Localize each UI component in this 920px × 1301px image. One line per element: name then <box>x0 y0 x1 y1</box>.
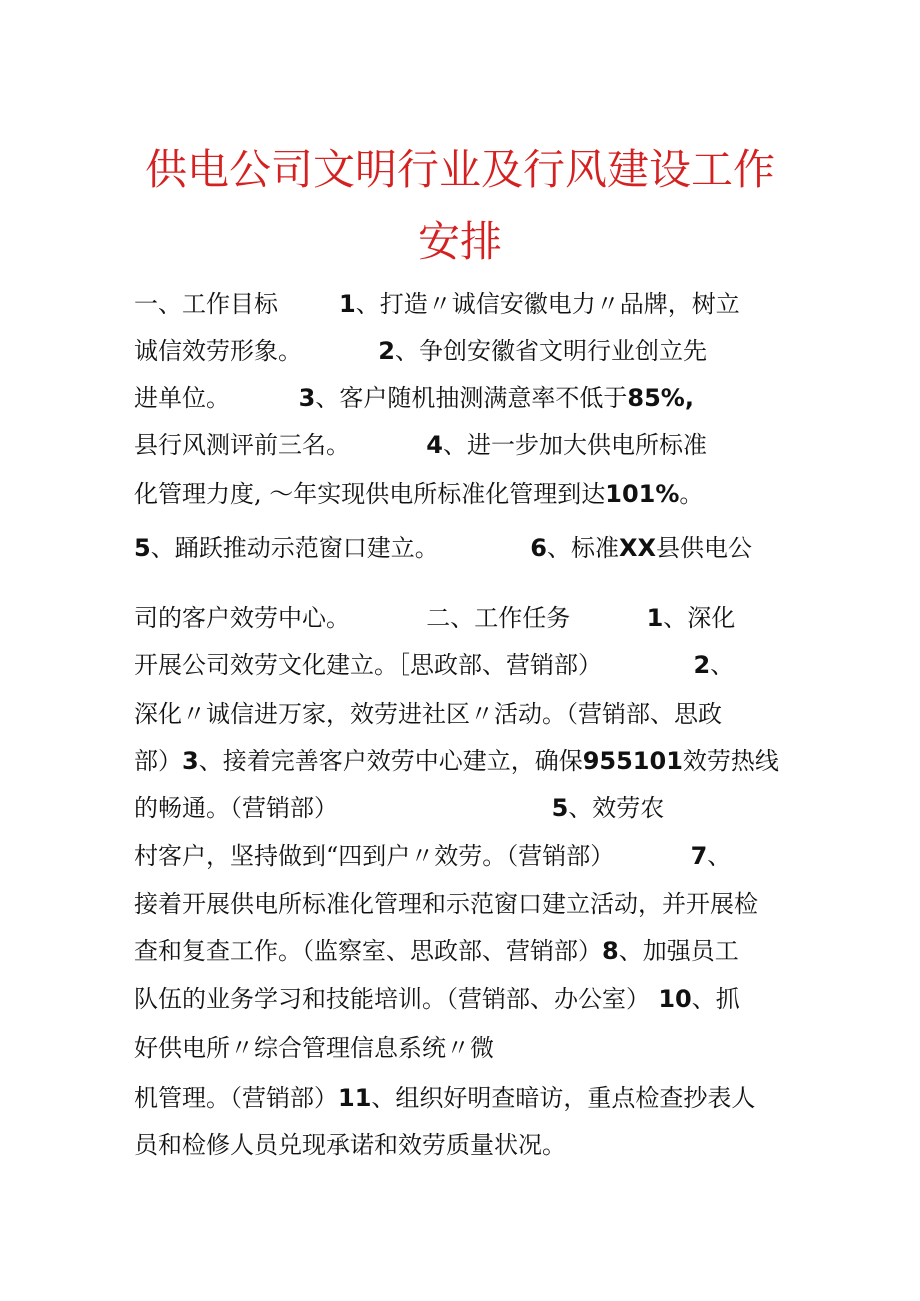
text-segment <box>302 337 378 365</box>
text-segment: 、效劳农 <box>568 794 665 822</box>
item-number: 3 <box>182 747 199 775</box>
text-segment <box>570 604 646 632</box>
item-number: 1 <box>646 604 664 632</box>
text-segment: 好供电所〃综合管理信息系统〃微 <box>134 1034 494 1062</box>
text-segment: 员和检修人员兑现承诺和效劳质量状况。 <box>134 1131 566 1159</box>
body-line <box>134 287 740 321</box>
body-line <box>134 601 735 635</box>
text-segment: 、进一步加大供电所标准 <box>443 431 707 459</box>
text-segment: 开展公司效劳文化建立。［思政部、营销部） <box>134 651 602 679</box>
percent-value: 101% <box>605 480 680 508</box>
text-segment: 队伍的业务学习和技能培训。（营销部、办公室） <box>134 985 650 1013</box>
text-segment: 一、工作目标 <box>134 290 278 318</box>
text-segment <box>614 842 690 870</box>
text-segment <box>338 794 552 822</box>
text-segment: 、 <box>710 651 735 679</box>
body-line <box>134 1128 566 1162</box>
text-segment <box>230 384 299 412</box>
placeholder-code: XX <box>618 534 656 562</box>
text-segment: 、踊跃推动示范窗口建立。 <box>150 534 439 562</box>
text-segment: 接着开展供电所标准化管理和示范窗口建立活动，并开展检 <box>134 890 758 918</box>
text-segment: 、深化 <box>663 604 736 632</box>
hotline-number: 955101 <box>582 747 683 775</box>
text-segment <box>350 431 426 459</box>
text-segment: 、 <box>707 842 732 870</box>
text-segment: 司的客户效劳中心。 <box>134 604 350 632</box>
text-segment: 诚信效劳形象。 <box>134 337 302 365</box>
body-line <box>134 744 779 778</box>
text-segment: 查和复查工作。（监察室、思政部、营销部） <box>134 937 602 965</box>
text-segment: 效劳热线 <box>682 747 779 775</box>
body-line <box>134 428 707 462</box>
text-segment: 、接着完善客户效劳中心建立，确保 <box>198 747 583 775</box>
body-line <box>134 697 722 731</box>
text-segment <box>439 534 531 562</box>
item-number: 11 <box>338 1084 372 1112</box>
text-segment: 、加强员工 <box>618 937 739 965</box>
item-number: 6 <box>530 534 547 562</box>
text-segment: 、抓 <box>691 985 740 1013</box>
item-number: 8 <box>602 937 619 965</box>
body-line <box>134 477 703 511</box>
body-line <box>134 531 752 565</box>
document-title-line-1: 供电公司文明行业及行风建设工作 <box>144 145 775 194</box>
text-segment: 化管理力度, ～年实现供电所标准化管理到达 <box>134 480 606 508</box>
text-segment: 村客户，坚持做到“四到户〃效劳。（营销部） <box>134 842 615 870</box>
item-number: 2 <box>693 651 711 679</box>
item-number: 10 <box>650 985 692 1013</box>
text-segment: 、标准 <box>546 534 619 562</box>
text-segment: 。 <box>679 480 704 508</box>
item-number: 5 <box>551 794 569 822</box>
percent-value: 85%, <box>627 384 694 412</box>
body-line <box>134 381 694 415</box>
body-line <box>134 1031 494 1065</box>
text-segment: 、组织好明查暗访，重点检查抄表人 <box>371 1084 756 1112</box>
text-segment: 进单位。 <box>134 384 230 412</box>
text-segment: 县行风测评前三名。 <box>134 431 350 459</box>
body-line <box>134 934 739 968</box>
body-line <box>134 648 734 682</box>
text-segment <box>602 651 694 679</box>
item-number: 7 <box>690 842 708 870</box>
section-heading: 二、工作任务 <box>350 604 571 632</box>
text-segment: 县供电公 <box>655 534 752 562</box>
text-segment: 机管理。（营销部） <box>134 1084 338 1112</box>
document-title-line-2: 安排 <box>417 217 502 266</box>
item-number: 1 <box>339 290 356 318</box>
item-number: 2 <box>378 337 395 365</box>
text-segment: 深化〃诚信进万家，效劳进社区〃活动。（营销部、思政 <box>134 700 722 728</box>
body-line <box>134 887 758 921</box>
body-line <box>134 1081 755 1115</box>
text-segment: 部） <box>134 747 182 775</box>
item-number: 4 <box>426 431 443 459</box>
body-line <box>134 334 707 368</box>
body-line <box>134 791 664 825</box>
text-segment: 、打造〃诚信安徽电力〃品牌，树立 <box>355 290 740 318</box>
text-segment: 的畅通。（营销部） <box>134 794 338 822</box>
item-number: 3 <box>298 384 316 412</box>
body-line <box>134 982 740 1016</box>
body-line <box>134 839 731 873</box>
text-segment: 、客户随机抽测满意率不低于 <box>315 384 628 412</box>
item-number: 5 <box>134 534 151 562</box>
text-segment: 、争创安徽省文明行业创立先 <box>395 337 707 365</box>
text-segment <box>278 290 339 318</box>
